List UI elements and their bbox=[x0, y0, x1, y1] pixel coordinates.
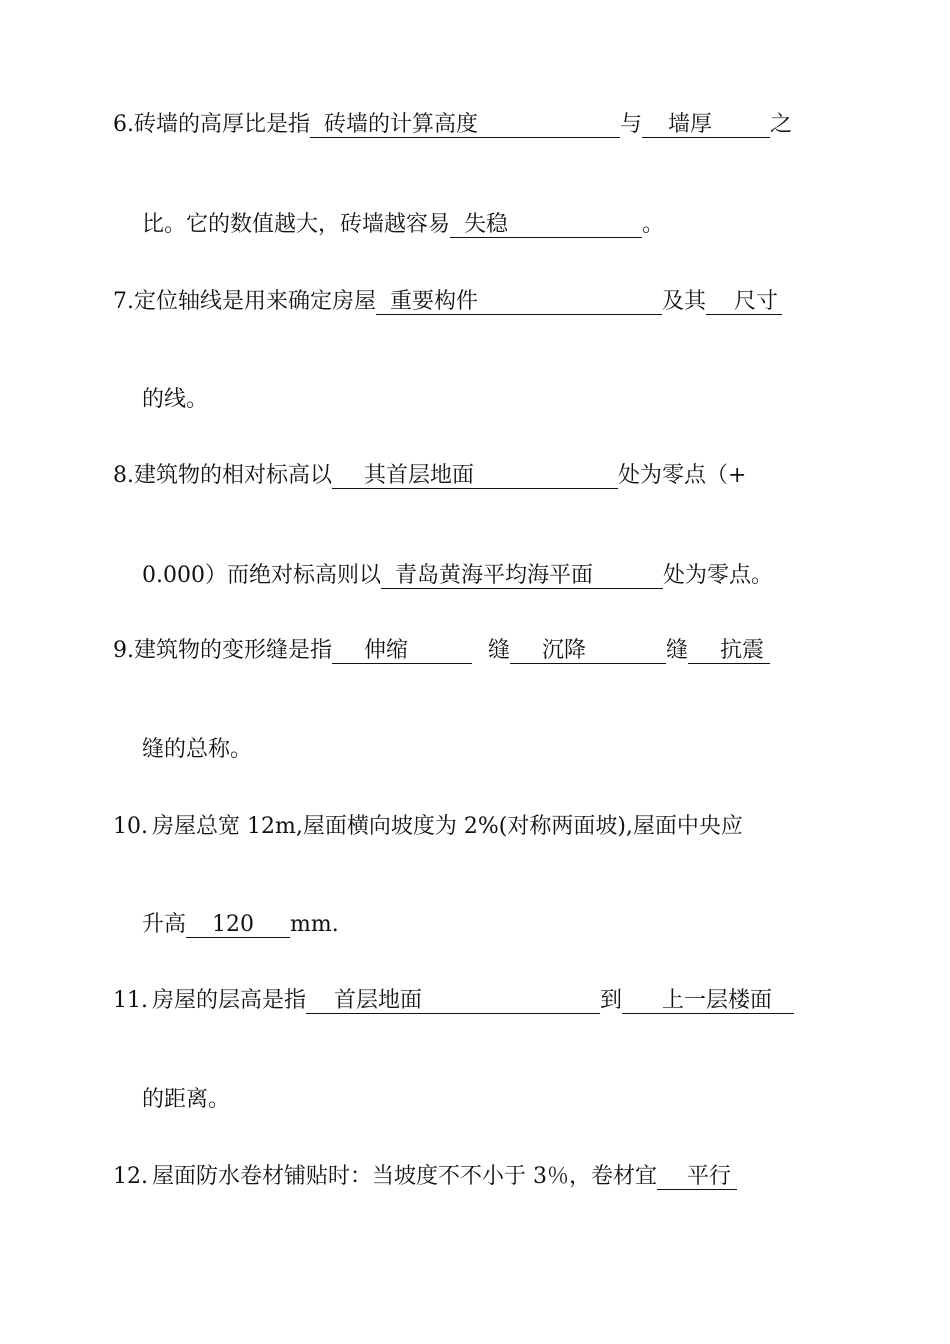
question-11-line-1 bbox=[113, 984, 794, 1018]
question-text: 。 bbox=[642, 212, 665, 237]
question-text: 定位轴线是用来确定房屋 bbox=[134, 289, 377, 314]
answer-text: 伸缩 bbox=[364, 638, 409, 663]
question-text: 的线。 bbox=[142, 387, 209, 412]
question-7-line-2 bbox=[142, 383, 208, 417]
question-text: 到 bbox=[600, 988, 623, 1013]
question-text: 缝的总称。 bbox=[142, 737, 253, 762]
question-text: 房屋总宽 12m,屋面横向坡度为 2%(对称两面坡),屋面中央应 bbox=[152, 814, 743, 839]
answer-blank bbox=[381, 563, 663, 589]
question-text: 与 bbox=[620, 112, 643, 137]
answer-text: 抗震 bbox=[720, 638, 765, 663]
answer-text: 墙厚 bbox=[668, 112, 713, 137]
question-text: 砖墙的高厚比是指 bbox=[134, 112, 311, 137]
question-text: 比。它的数值越大，砖墙越容易 bbox=[142, 212, 451, 237]
question-12-line-1 bbox=[113, 1160, 737, 1194]
question-text: 房屋的层高是指 bbox=[152, 988, 307, 1013]
answer-text: 重要构件 bbox=[390, 289, 479, 314]
question-number: 6. bbox=[113, 112, 134, 137]
question-number: 12. bbox=[113, 1164, 148, 1189]
question-6-line-1 bbox=[113, 108, 792, 142]
question-text: 处为零点（+ bbox=[618, 463, 747, 488]
question-11-line-2 bbox=[142, 1083, 230, 1117]
answer-text: 青岛黄海平均海平面 bbox=[394, 563, 593, 588]
question-text: 的距离。 bbox=[142, 1087, 231, 1112]
question-text: 屋面防水卷材铺贴时：当坡度不不小于 3％，卷材宜 bbox=[152, 1164, 657, 1189]
answer-blank bbox=[310, 112, 620, 138]
question-7-line-1 bbox=[113, 285, 782, 319]
question-6-line-2 bbox=[142, 208, 664, 242]
question-10-line-2 bbox=[142, 908, 339, 942]
question-number: 11. bbox=[113, 988, 148, 1013]
question-9-line-2 bbox=[142, 733, 252, 767]
answer-blank bbox=[376, 289, 662, 315]
question-text: 处为零点。 bbox=[662, 563, 773, 588]
answer-text: 上一层楼面 bbox=[662, 988, 773, 1013]
answer-blank bbox=[642, 112, 770, 138]
answer-text: 120 bbox=[212, 912, 255, 937]
question-text: 建筑物的相对标高以 bbox=[134, 463, 333, 488]
question-text: 建筑物的变形缝是指 bbox=[134, 638, 333, 663]
question-text: 缝 bbox=[666, 638, 689, 663]
question-8-line-1 bbox=[113, 459, 746, 493]
answer-text: 首层地面 bbox=[334, 988, 423, 1013]
answer-blank bbox=[688, 638, 770, 664]
answer-blank bbox=[332, 638, 472, 664]
answer-text: 沉降 bbox=[542, 638, 587, 663]
answer-blank bbox=[657, 1164, 737, 1190]
answer-blank bbox=[706, 289, 782, 315]
question-number: 8. bbox=[113, 463, 134, 488]
question-8-line-2 bbox=[142, 559, 773, 593]
question-text: 0.000）而绝对标高则以 bbox=[142, 563, 381, 588]
question-10-line-1 bbox=[113, 810, 743, 844]
answer-blank bbox=[332, 463, 618, 489]
answer-text: 其首层地面 bbox=[364, 463, 475, 488]
answer-blank bbox=[622, 988, 794, 1014]
answer-blank bbox=[186, 912, 290, 938]
question-text: 缝 bbox=[488, 638, 511, 663]
answer-text: 砖墙的计算高度 bbox=[324, 112, 479, 137]
question-text: 及其 bbox=[662, 289, 707, 314]
answer-text: 失稳 bbox=[464, 212, 509, 237]
question-number: 9. bbox=[113, 638, 134, 663]
answer-blank bbox=[450, 212, 642, 238]
answer-text: 平行 bbox=[687, 1164, 732, 1189]
question-number: 7. bbox=[113, 289, 134, 314]
question-text: mm. bbox=[290, 912, 339, 937]
question-9-line-1 bbox=[113, 634, 770, 668]
answer-blank bbox=[306, 988, 600, 1014]
answer-blank bbox=[510, 638, 666, 664]
question-text: 之 bbox=[770, 112, 793, 137]
answer-text: 尺寸 bbox=[734, 289, 779, 314]
question-number: 10. bbox=[113, 814, 148, 839]
question-text: 升高 bbox=[142, 912, 187, 937]
